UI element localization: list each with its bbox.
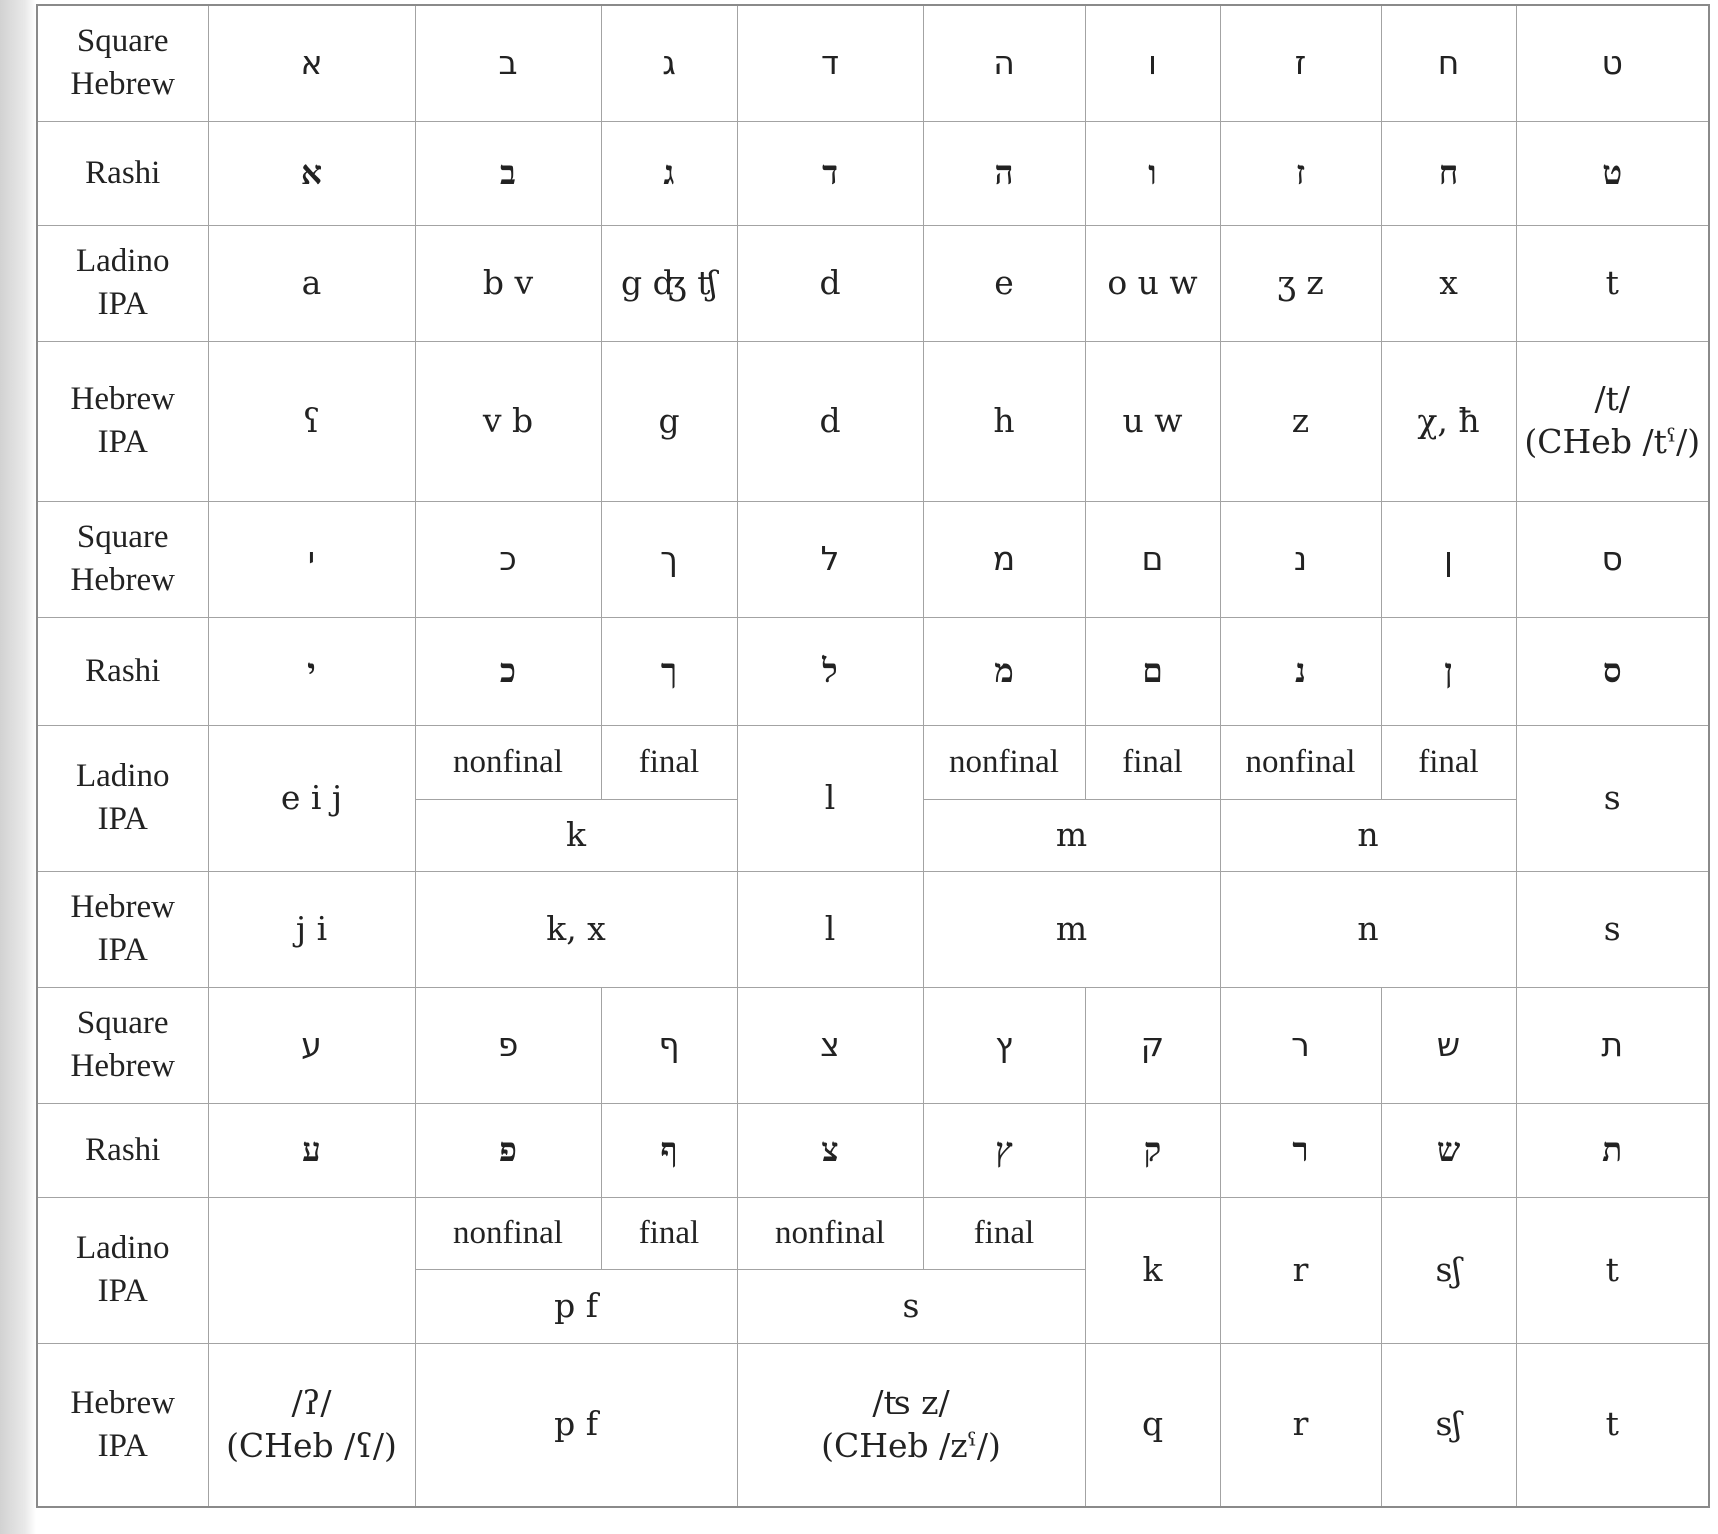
hebrew-ipa-cell: t — [1516, 1343, 1709, 1507]
final-tag: final — [601, 725, 737, 799]
square-letter: ל — [737, 501, 923, 617]
square-letter: מ — [923, 501, 1085, 617]
nonfinal-tag: nonfinal — [923, 725, 1085, 799]
row-square-hebrew — [37, 987, 1709, 1103]
square-letter: ת — [1516, 987, 1709, 1103]
rashi-letter: ץ — [923, 1103, 1085, 1197]
nonfinal-tag: nonfinal — [415, 725, 601, 799]
rashi-letter: ע — [208, 1103, 415, 1197]
ladino-ipa-cell: p f — [415, 1269, 737, 1343]
row-hebrew-ipa — [37, 341, 1709, 501]
ladino-ipa-cell: o u w — [1085, 225, 1220, 341]
row-label-hebrew-ipa: Hebrew IPA — [37, 341, 208, 501]
square-letter: ם — [1085, 501, 1220, 617]
hebrew-ipa-cell: j i — [208, 871, 415, 987]
row-ladino-ipa — [37, 225, 1709, 341]
row-label-hebrew-ipa: Hebrew IPA — [37, 1343, 208, 1507]
rashi-letter: מ — [923, 617, 1085, 725]
row-label-ladino-ipa: Ladino IPA — [37, 725, 208, 871]
hebrew-ipa-cell: h — [923, 341, 1085, 501]
square-letter: ר — [1220, 987, 1381, 1103]
row-square-hebrew — [37, 5, 1709, 121]
hebrew-ipa-cell: d — [737, 341, 923, 501]
hebrew-ipa-cell: ʕ — [208, 341, 415, 501]
ladino-ipa-cell: ʒ z — [1220, 225, 1381, 341]
nonfinal-tag: nonfinal — [415, 1197, 601, 1269]
rashi-letter: ל — [737, 617, 923, 725]
rashi-letter: ח — [1381, 121, 1516, 225]
hebrew-ipa-cell: p f — [415, 1343, 737, 1507]
hebrew-ipa-cell: k, x — [415, 871, 737, 987]
square-letter: ץ — [923, 987, 1085, 1103]
ladino-ipa-cell: k — [1085, 1197, 1220, 1343]
rashi-letter: ה — [923, 121, 1085, 225]
ladino-ipa-cell: g ʤ ʧ — [601, 225, 737, 341]
final-tag: final — [1381, 725, 1516, 799]
ladino-ipa-cell: r — [1220, 1197, 1381, 1343]
page-margin-strip — [0, 0, 36, 1534]
rashi-letter: ך — [601, 617, 737, 725]
hebrew-ipa-cell-tet: /t/ (CHeb /tˤ/) — [1516, 341, 1709, 501]
ladino-ipa-empty-cell — [208, 1197, 415, 1343]
hebrew-ipa-cell: n — [1220, 871, 1516, 987]
square-letter: ה — [923, 5, 1085, 121]
square-letter: ז — [1220, 5, 1381, 121]
ladino-ipa-cell: x — [1381, 225, 1516, 341]
rashi-letter: כ — [415, 617, 601, 725]
hebrew-ipa-cell: s — [1516, 871, 1709, 987]
rashi-letter: ג — [601, 121, 737, 225]
square-letter: ח — [1381, 5, 1516, 121]
rashi-letter: ז — [1220, 121, 1381, 225]
row-ladino-ipa-tags — [37, 725, 1709, 799]
square-letter: ך — [601, 501, 737, 617]
rashi-letter: ם — [1085, 617, 1220, 725]
row-rashi — [37, 121, 1709, 225]
final-tag: final — [601, 1197, 737, 1269]
square-letter: נ — [1220, 501, 1381, 617]
square-letter: כ — [415, 501, 601, 617]
square-letter: צ — [737, 987, 923, 1103]
rashi-letter: ס — [1516, 617, 1709, 725]
ladino-ipa-cell: n — [1220, 799, 1516, 871]
row-label-square-hebrew: Square Hebrew — [37, 5, 208, 121]
hebrew-ipa-cell: χ, ħ — [1381, 341, 1516, 501]
rashi-letter: א — [208, 121, 415, 225]
row-rashi — [37, 617, 1709, 725]
row-square-hebrew — [37, 501, 1709, 617]
ladino-ipa-cell: m — [923, 799, 1220, 871]
hebrew-ipa-cell: sʃ — [1381, 1343, 1516, 1507]
rashi-letter: ת — [1516, 1103, 1709, 1197]
square-letter: ט — [1516, 5, 1709, 121]
square-letter: י — [208, 501, 415, 617]
square-letter: ס — [1516, 501, 1709, 617]
ladino-ipa-cell: s — [737, 1269, 1085, 1343]
row-label-square-hebrew: Square Hebrew — [37, 987, 208, 1103]
final-tag: final — [1085, 725, 1220, 799]
hebrew-ipa-cell: q — [1085, 1343, 1220, 1507]
ladino-ipa-cell: t — [1516, 225, 1709, 341]
rashi-letter: צ — [737, 1103, 923, 1197]
ladino-ipa-cell: e — [923, 225, 1085, 341]
hebrew-ipa-cell: g — [601, 341, 737, 501]
rashi-letter: ו — [1085, 121, 1220, 225]
row-rashi — [37, 1103, 1709, 1197]
hebrew-ipa-cell: v b — [415, 341, 601, 501]
rashi-letter: ק — [1085, 1103, 1220, 1197]
hebrew-ipa-cell: u w — [1085, 341, 1220, 501]
rashi-letter: ש — [1381, 1103, 1516, 1197]
square-letter: ב — [415, 5, 601, 121]
row-hebrew-ipa — [37, 1343, 1709, 1507]
ladino-ipa-cell: d — [737, 225, 923, 341]
square-letter: פ — [415, 987, 601, 1103]
square-letter: א — [208, 5, 415, 121]
square-letter: ן — [1381, 501, 1516, 617]
ladino-ipa-cell: a — [208, 225, 415, 341]
final-tag: final — [923, 1197, 1085, 1269]
square-letter: ף — [601, 987, 737, 1103]
row-label-rashi: Rashi — [37, 1103, 208, 1197]
row-ladino-ipa-tags — [37, 1197, 1709, 1269]
rashi-letter: ן — [1381, 617, 1516, 725]
row-label-hebrew-ipa: Hebrew IPA — [37, 871, 208, 987]
rashi-letter: ר — [1220, 1103, 1381, 1197]
hebrew-ipa-cell: r — [1220, 1343, 1381, 1507]
rashi-letter: ף — [601, 1103, 737, 1197]
rashi-letter: ב — [415, 121, 601, 225]
square-letter: ו — [1085, 5, 1220, 121]
ladino-ipa-cell: b v — [415, 225, 601, 341]
square-letter: ע — [208, 987, 415, 1103]
rashi-letter: ד — [737, 121, 923, 225]
square-letter: ג — [601, 5, 737, 121]
hebrew-ipa-cell: l — [737, 871, 923, 987]
hebrew-alphabet-table — [36, 4, 1710, 1508]
rashi-letter: י — [208, 617, 415, 725]
nonfinal-tag: nonfinal — [1220, 725, 1381, 799]
row-label-rashi: Rashi — [37, 121, 208, 225]
square-letter: ד — [737, 5, 923, 121]
row-label-rashi: Rashi — [37, 617, 208, 725]
ladino-ipa-cell: sʃ — [1381, 1197, 1516, 1343]
nonfinal-tag: nonfinal — [737, 1197, 923, 1269]
rashi-letter: ט — [1516, 121, 1709, 225]
row-hebrew-ipa — [37, 871, 1709, 987]
hebrew-ipa-cell: z — [1220, 341, 1381, 501]
hebrew-ipa-cell-tsadi: /ʦ z/ (CHeb /zˤ/) — [737, 1343, 1085, 1507]
ladino-ipa-cell: t — [1516, 1197, 1709, 1343]
hebrew-ipa-cell-ayin: /ʔ/ (CHeb /ʕ/) — [208, 1343, 415, 1507]
rashi-letter: נ — [1220, 617, 1381, 725]
ladino-ipa-cell: e i j — [208, 725, 415, 871]
ladino-ipa-cell: k — [415, 799, 737, 871]
ladino-ipa-cell: l — [737, 725, 923, 871]
rashi-letter: פ — [415, 1103, 601, 1197]
row-label-square-hebrew: Square Hebrew — [37, 501, 208, 617]
row-label-ladino-ipa: Ladino IPA — [37, 225, 208, 341]
square-letter: ש — [1381, 987, 1516, 1103]
hebrew-ipa-cell: m — [923, 871, 1220, 987]
ladino-ipa-cell: s — [1516, 725, 1709, 871]
row-label-ladino-ipa: Ladino IPA — [37, 1197, 208, 1343]
square-letter: ק — [1085, 987, 1220, 1103]
